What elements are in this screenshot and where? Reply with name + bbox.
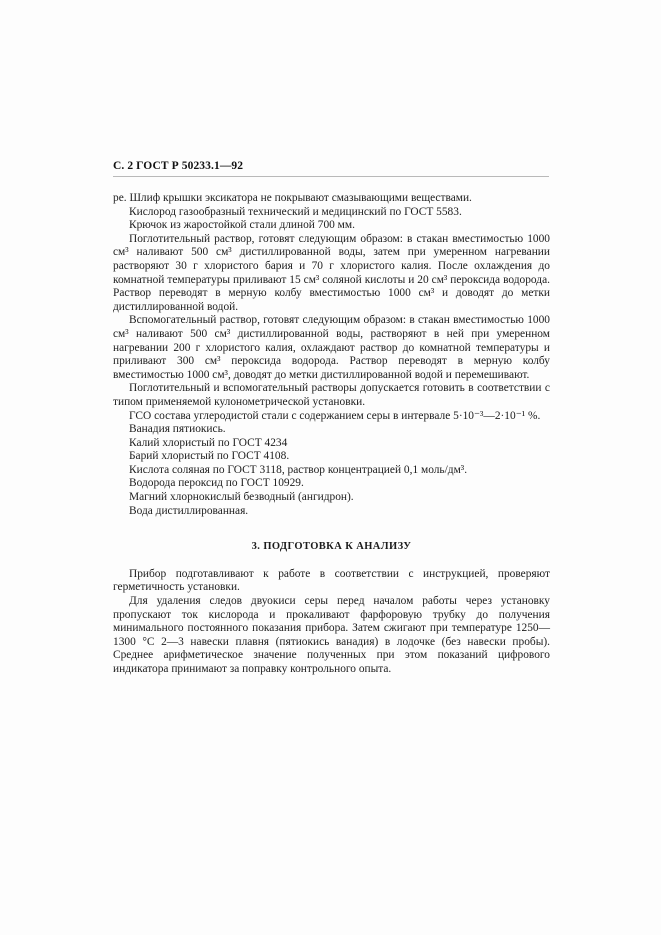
paragraph-hydrochloric-acid: Кислота соляная по ГОСТ 3118, раствор концентрацией 0,1 моль/дм³. [129,463,468,476]
paragraph-gso-steel: ГСО состава углеродистой стали с содержанием серы в интервале 5·10⁻³—2·10⁻¹ %. [129,409,541,422]
paragraph-solutions-note: Поглотительный и вспомогательный растворы допускается готовить в соответствии с типом применяемой кулонометрической установки. [113,382,550,408]
paragraph-oxygen: Кислород газообразный технический и медицинский по ГОСТ 5583. [129,205,462,218]
paragraph-sulfur-removal: Для удаления следов двуокиси серы перед началом работы через установку пропускают ток кислорода и прокаливают фарфоровую трубку до получения минимального постоянного показания прибора. Затем сжигают при температуре 1250—1300 °С 2—3 навески плавня (пятиокись ванадия) в лодочке (без навески пробы). Среднее арифметическое значение полученных при этом показаний цифрового индикатора принимают за поправку контрольного опыта. [113,595,550,675]
document-body [113,192,550,677]
paragraph-hydrogen-peroxide: Водорода пероксид по ГОСТ 10929. [129,477,304,490]
paragraph-continuation: ре. Шлиф крышки эксикатора не покрывают смазывающими веществами. [113,192,472,204]
paragraph-instrument-prep: Прибор подготавливают к работе в соответствии с инструкцией, проверяют герметичность установки. [113,567,550,594]
section-spacer [113,554,550,568]
paragraph-auxiliary-solution: Вспомогательный раствор, готовят следующим образом: в стакан вместимостью 1000 см³ наливают 500 см³ дистиллированной воды, растворяют в ней при умеренном нагревании 200 г хлористого калия, охлаждают раствор до комнатной температуры и приливают 300 см³ пероксида водорода. Раствор переводят в мерную колбу вместимостью 1000 см³, доводят до метки дистиллированной водой и перемешивают. [113,314,550,381]
paragraph-hook: Крючок из жаростойкой стали длиной 700 мм. [129,219,355,232]
paragraph-distilled-water: Вода дистиллированная. [129,504,249,517]
paragraph-barium-chloride: Барий хлористый по ГОСТ 4108. [129,450,290,463]
paragraph-absorbing-solution: Поглотительный раствор, готовят следующим образом: в стакан вместимостью 1000 см³ наливают 500 см³ дистиллированной воды, затем при умеренном нагревании растворяют 30 г хлористого бария и 70 г хлористого калия. После охлаждения до комнатной температуры приливают 15 см³ соляной кислоты и 20 см³ пероксида водорода. Раствор переводят в мерную колбу вместимостью 1000 см³ и доводят до метки дистиллированной водой. [113,232,550,313]
paragraph-magnesium-perchlorate: Магний хлорнокислый безводный (ангидрон). [129,491,354,504]
page-header: С. 2 ГОСТ Р 50233.1—92 [113,160,244,172]
header-rule [113,176,549,177]
paragraph-vanadium: Ванадия пятиокись. [129,423,226,436]
paragraph-potassium-chloride: Калий хлористый по ГОСТ 4234 [129,436,288,449]
section-heading: 3. ПОДГОТОВКА К АНАЛИЗУ [251,541,412,553]
